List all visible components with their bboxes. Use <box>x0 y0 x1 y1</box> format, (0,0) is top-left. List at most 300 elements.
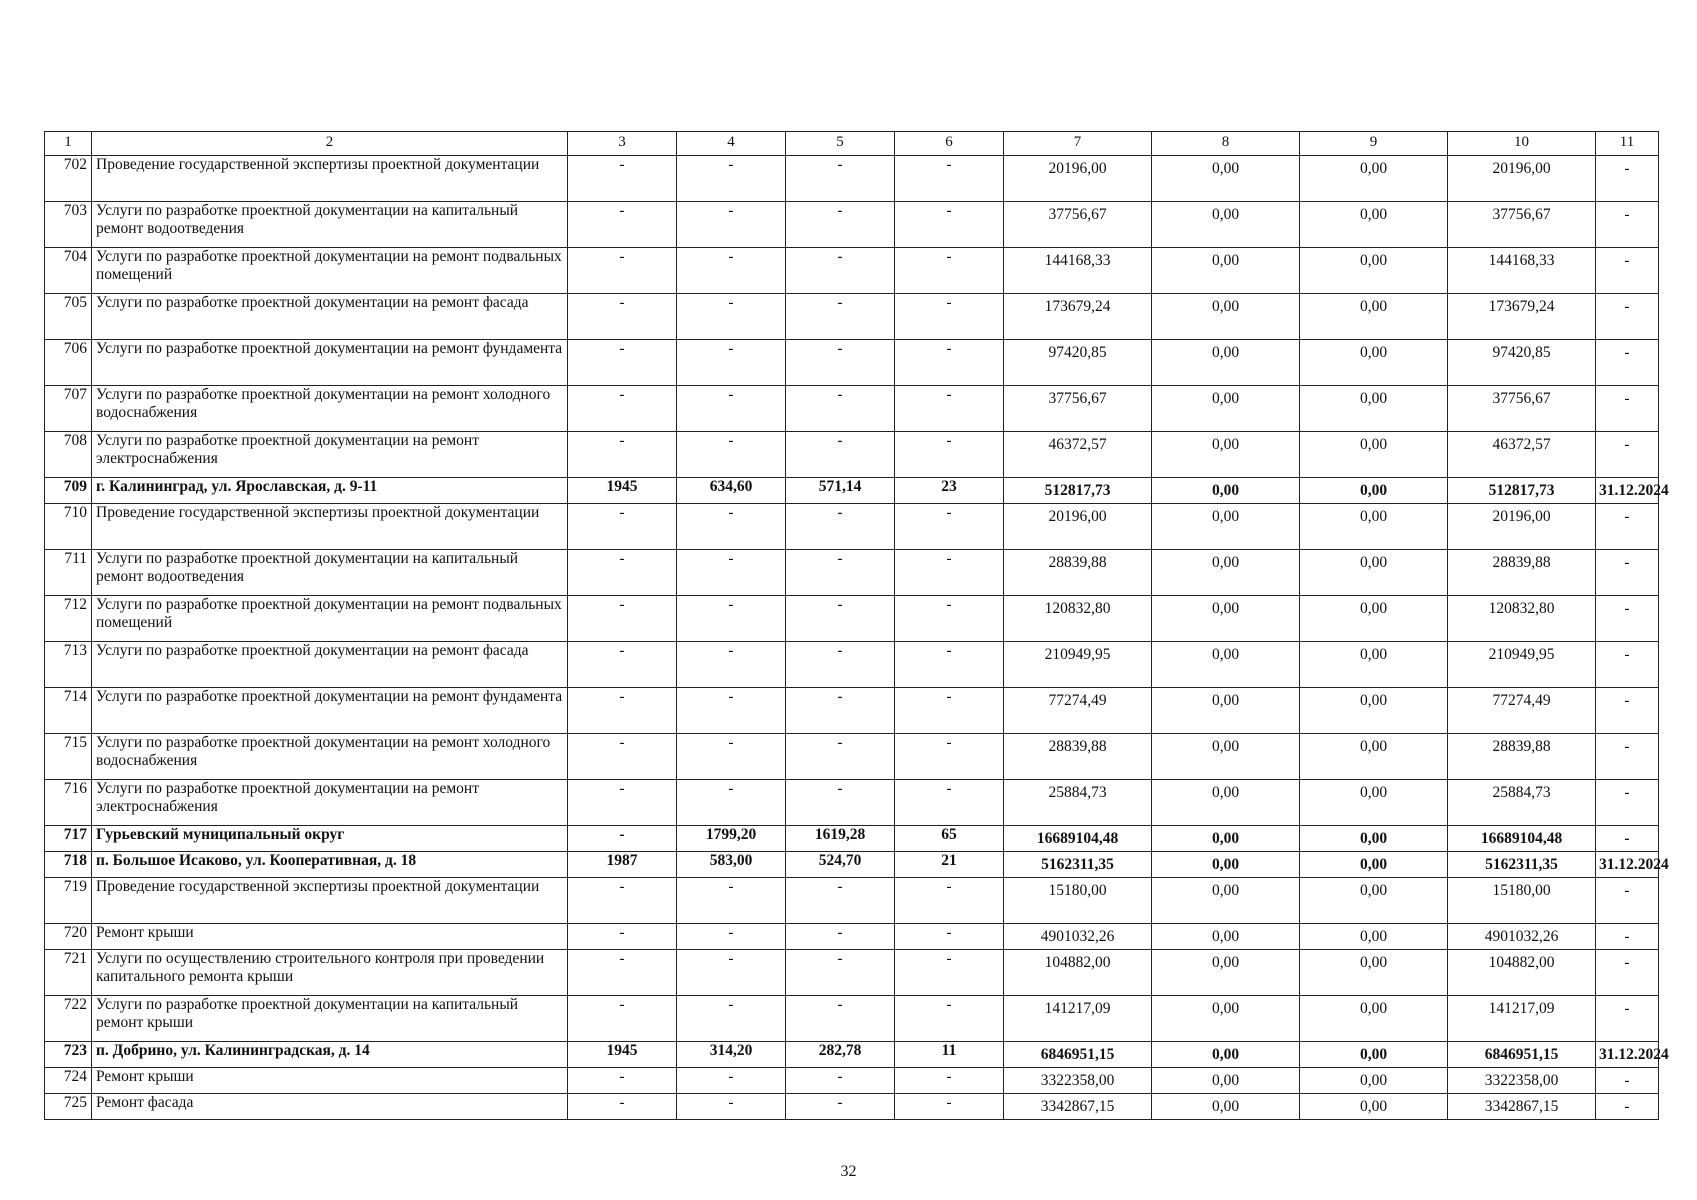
total-cost-cell: 512817,73 <box>1004 478 1152 504</box>
cost-column-9-cell: 0,00 <box>1300 924 1448 950</box>
deadline-cell: 31.12.2024 <box>1596 478 1659 504</box>
row-number-cell: 718 <box>45 852 92 878</box>
cost-column-9-cell: 0,00 <box>1300 688 1448 734</box>
total-area-cell: - <box>677 248 786 294</box>
table-row <box>45 478 1659 504</box>
living-area-cell: - <box>786 1068 895 1094</box>
row-number-cell: 710 <box>45 504 92 550</box>
table-row <box>45 878 1659 924</box>
table-row <box>45 294 1659 340</box>
residents-count-cell: - <box>895 340 1004 386</box>
deadline-cell: - <box>1596 950 1659 996</box>
living-area-cell: 1619,28 <box>786 826 895 852</box>
table-row <box>45 248 1659 294</box>
column-header: 6 <box>895 132 1004 156</box>
living-area-cell: - <box>786 248 895 294</box>
column-number-row <box>45 132 1659 156</box>
table-row <box>45 202 1659 248</box>
cost-column-10-cell: 46372,57 <box>1448 432 1596 478</box>
total-cost-cell: 16689104,48 <box>1004 826 1152 852</box>
year-built-cell: 1987 <box>568 852 677 878</box>
cost-column-9-cell: 0,00 <box>1300 504 1448 550</box>
cost-column-8-cell: 0,00 <box>1152 596 1300 642</box>
row-number-cell: 707 <box>45 386 92 432</box>
total-cost-cell: 141217,09 <box>1004 996 1152 1042</box>
total-cost-cell: 37756,67 <box>1004 202 1152 248</box>
cost-column-9-cell: 0,00 <box>1300 386 1448 432</box>
residents-count-cell: - <box>895 734 1004 780</box>
total-cost-cell: 3322358,00 <box>1004 1068 1152 1094</box>
deadline-cell: - <box>1596 996 1659 1042</box>
item-name-cell: Услуги по разработке проектной документации на ремонт подвальных помещений <box>92 596 568 642</box>
total-area-cell: 583,00 <box>677 852 786 878</box>
total-area-cell: - <box>677 432 786 478</box>
year-built-cell: - <box>568 878 677 924</box>
table-row <box>45 1094 1659 1120</box>
cost-column-10-cell: 15180,00 <box>1448 878 1596 924</box>
total-cost-cell: 6846951,15 <box>1004 1042 1152 1068</box>
total-cost-cell: 4901032,26 <box>1004 924 1152 950</box>
table-row <box>45 432 1659 478</box>
cost-column-10-cell: 37756,67 <box>1448 386 1596 432</box>
row-number-cell: 711 <box>45 550 92 596</box>
living-area-cell: - <box>786 386 895 432</box>
cost-column-9-cell: 0,00 <box>1300 294 1448 340</box>
total-cost-cell: 20196,00 <box>1004 504 1152 550</box>
item-name-cell: Ремонт фасада <box>92 1094 568 1120</box>
cost-column-9-cell: 0,00 <box>1300 1042 1448 1068</box>
cost-column-8-cell: 0,00 <box>1152 248 1300 294</box>
total-area-cell: 314,20 <box>677 1042 786 1068</box>
cost-column-9-cell: 0,00 <box>1300 642 1448 688</box>
total-area-cell: - <box>677 504 786 550</box>
year-built-cell: - <box>568 504 677 550</box>
deadline-cell: - <box>1596 642 1659 688</box>
total-area-cell: - <box>677 202 786 248</box>
total-area-cell: - <box>677 780 786 826</box>
table-row <box>45 340 1659 386</box>
year-built-cell: - <box>568 1094 677 1120</box>
row-number-cell: 715 <box>45 734 92 780</box>
row-number-cell: 719 <box>45 878 92 924</box>
table-row <box>45 550 1659 596</box>
item-name-cell: п. Добрино, ул. Калининградская, д. 14 <box>92 1042 568 1068</box>
residents-count-cell: - <box>895 156 1004 202</box>
cost-column-8-cell: 0,00 <box>1152 780 1300 826</box>
column-header: 3 <box>568 132 677 156</box>
total-cost-cell: 77274,49 <box>1004 688 1152 734</box>
cost-column-8-cell: 0,00 <box>1152 734 1300 780</box>
year-built-cell: - <box>568 826 677 852</box>
total-area-cell: - <box>677 596 786 642</box>
year-built-cell: - <box>568 432 677 478</box>
living-area-cell: - <box>786 688 895 734</box>
cost-column-10-cell: 3322358,00 <box>1448 1068 1596 1094</box>
cost-column-8-cell: 0,00 <box>1152 432 1300 478</box>
year-built-cell: - <box>568 1068 677 1094</box>
cost-column-8-cell: 0,00 <box>1152 996 1300 1042</box>
item-name-cell: Услуги по разработке проектной документации на ремонт фундамента <box>92 688 568 734</box>
cost-column-8-cell: 0,00 <box>1152 642 1300 688</box>
year-built-cell: - <box>568 780 677 826</box>
cost-column-9-cell: 0,00 <box>1300 950 1448 996</box>
column-header: 5 <box>786 132 895 156</box>
item-name-cell: Гурьевский муниципальный округ <box>92 826 568 852</box>
year-built-cell: - <box>568 202 677 248</box>
cost-column-10-cell: 5162311,35 <box>1448 852 1596 878</box>
total-cost-cell: 46372,57 <box>1004 432 1152 478</box>
total-cost-cell: 5162311,35 <box>1004 852 1152 878</box>
living-area-cell: - <box>786 642 895 688</box>
page-number: 32 <box>840 1163 857 1180</box>
cost-column-8-cell: 0,00 <box>1152 852 1300 878</box>
year-built-cell: - <box>568 550 677 596</box>
cost-column-10-cell: 3342867,15 <box>1448 1094 1596 1120</box>
cost-column-9-cell: 0,00 <box>1300 248 1448 294</box>
total-cost-cell: 28839,88 <box>1004 550 1152 596</box>
total-area-cell: - <box>677 642 786 688</box>
cost-column-8-cell: 0,00 <box>1152 1094 1300 1120</box>
column-header: 7 <box>1004 132 1152 156</box>
residents-count-cell: 65 <box>895 826 1004 852</box>
deadline-cell: - <box>1596 1068 1659 1094</box>
cost-column-10-cell: 141217,09 <box>1448 996 1596 1042</box>
cost-column-9-cell: 0,00 <box>1300 550 1448 596</box>
residents-count-cell: - <box>895 294 1004 340</box>
item-name-cell: Услуги по разработке проектной документации на ремонт электроснабжения <box>92 780 568 826</box>
column-header: 8 <box>1152 132 1300 156</box>
deadline-cell: 31.12.2024 <box>1596 1042 1659 1068</box>
item-name-cell: Услуги по разработке проектной документации на ремонт холодного водоснабжения <box>92 386 568 432</box>
year-built-cell: - <box>568 950 677 996</box>
cost-column-10-cell: 16689104,48 <box>1448 826 1596 852</box>
living-area-cell: - <box>786 924 895 950</box>
total-area-cell: - <box>677 688 786 734</box>
deadline-cell: - <box>1596 924 1659 950</box>
item-name-cell: Услуги по разработке проектной документации на капитальный ремонт крыши <box>92 996 568 1042</box>
item-name-cell: Услуги по разработке проектной документации на капитальный ремонт водоотведения <box>92 202 568 248</box>
year-built-cell: - <box>568 924 677 950</box>
item-name-cell: Услуги по разработке проектной документации на ремонт фундамента <box>92 340 568 386</box>
row-number-cell: 712 <box>45 596 92 642</box>
cost-column-10-cell: 144168,33 <box>1448 248 1596 294</box>
total-area-cell: - <box>677 1094 786 1120</box>
column-header: 2 <box>92 132 568 156</box>
residents-count-cell: 21 <box>895 852 1004 878</box>
item-name-cell: Ремонт крыши <box>92 924 568 950</box>
table-row <box>45 1068 1659 1094</box>
residents-count-cell: 23 <box>895 478 1004 504</box>
residents-count-cell: - <box>895 642 1004 688</box>
table-row <box>45 688 1659 734</box>
living-area-cell: - <box>786 432 895 478</box>
table-row <box>45 642 1659 688</box>
cost-column-10-cell: 37756,67 <box>1448 202 1596 248</box>
table-row <box>45 950 1659 996</box>
row-number-cell: 709 <box>45 478 92 504</box>
cost-column-9-cell: 0,00 <box>1300 734 1448 780</box>
year-built-cell: - <box>568 386 677 432</box>
cost-column-10-cell: 210949,95 <box>1448 642 1596 688</box>
year-built-cell: - <box>568 294 677 340</box>
cost-column-8-cell: 0,00 <box>1152 878 1300 924</box>
living-area-cell: 571,14 <box>786 478 895 504</box>
item-name-cell: Услуги по разработке проектной документации на ремонт холодного водоснабжения <box>92 734 568 780</box>
deadline-cell: - <box>1596 504 1659 550</box>
table-row <box>45 156 1659 202</box>
row-number-cell: 722 <box>45 996 92 1042</box>
row-number-cell: 714 <box>45 688 92 734</box>
residents-count-cell: - <box>895 504 1004 550</box>
total-area-cell: - <box>677 386 786 432</box>
year-built-cell: - <box>568 642 677 688</box>
column-header: 9 <box>1300 132 1448 156</box>
deadline-cell: - <box>1596 248 1659 294</box>
deadline-cell: - <box>1596 734 1659 780</box>
total-area-cell: - <box>677 996 786 1042</box>
item-name-cell: Услуги по разработке проектной документации на ремонт фасада <box>92 294 568 340</box>
item-name-cell: Проведение государственной экспертизы проектной документации <box>92 878 568 924</box>
residents-count-cell: - <box>895 550 1004 596</box>
living-area-cell: - <box>786 950 895 996</box>
total-cost-cell: 97420,85 <box>1004 340 1152 386</box>
total-cost-cell: 28839,88 <box>1004 734 1152 780</box>
cost-column-9-cell: 0,00 <box>1300 596 1448 642</box>
cost-column-8-cell: 0,00 <box>1152 202 1300 248</box>
cost-column-9-cell: 0,00 <box>1300 878 1448 924</box>
total-area-cell: - <box>677 156 786 202</box>
row-number-cell: 724 <box>45 1068 92 1094</box>
deadline-cell: - <box>1596 202 1659 248</box>
total-area-cell: - <box>677 950 786 996</box>
deadline-cell: - <box>1596 596 1659 642</box>
cost-column-10-cell: 20196,00 <box>1448 504 1596 550</box>
cost-column-10-cell: 104882,00 <box>1448 950 1596 996</box>
deadline-cell: - <box>1596 1094 1659 1120</box>
table-row <box>45 386 1659 432</box>
row-number-cell: 720 <box>45 924 92 950</box>
living-area-cell: - <box>786 340 895 386</box>
residents-count-cell: - <box>895 924 1004 950</box>
repair-register-table <box>44 131 1669 1120</box>
living-area-cell: - <box>786 294 895 340</box>
total-cost-cell: 3342867,15 <box>1004 1094 1152 1120</box>
total-cost-cell: 104882,00 <box>1004 950 1152 996</box>
row-number-cell: 723 <box>45 1042 92 1068</box>
year-built-cell: - <box>568 996 677 1042</box>
item-name-cell: Услуги по разработке проектной документации на ремонт подвальных помещений <box>92 248 568 294</box>
living-area-cell: - <box>786 734 895 780</box>
year-built-cell: - <box>568 156 677 202</box>
column-header: 1 <box>45 132 92 156</box>
cost-column-8-cell: 0,00 <box>1152 504 1300 550</box>
cost-column-9-cell: 0,00 <box>1300 432 1448 478</box>
total-cost-cell: 20196,00 <box>1004 156 1152 202</box>
residents-count-cell: - <box>895 1094 1004 1120</box>
cost-column-10-cell: 20196,00 <box>1448 156 1596 202</box>
cost-column-10-cell: 28839,88 <box>1448 734 1596 780</box>
total-area-cell: - <box>677 1068 786 1094</box>
table-row <box>45 924 1659 950</box>
deadline-cell: - <box>1596 826 1659 852</box>
row-number-cell: 725 <box>45 1094 92 1120</box>
row-number-cell: 705 <box>45 294 92 340</box>
total-cost-cell: 37756,67 <box>1004 386 1152 432</box>
item-name-cell: Проведение государственной экспертизы проектной документации <box>92 504 568 550</box>
residents-count-cell: - <box>895 950 1004 996</box>
row-number-cell: 716 <box>45 780 92 826</box>
deadline-cell: - <box>1596 156 1659 202</box>
deadline-cell: - <box>1596 340 1659 386</box>
deadline-cell: 31.12.2024 <box>1596 852 1659 878</box>
total-area-cell: - <box>677 340 786 386</box>
year-built-cell: - <box>568 340 677 386</box>
cost-column-9-cell: 0,00 <box>1300 780 1448 826</box>
cost-column-9-cell: 0,00 <box>1300 156 1448 202</box>
total-cost-cell: 144168,33 <box>1004 248 1152 294</box>
table-row <box>45 852 1659 878</box>
table-row <box>45 596 1659 642</box>
living-area-cell: - <box>786 1094 895 1120</box>
total-cost-cell: 173679,24 <box>1004 294 1152 340</box>
cost-column-10-cell: 97420,85 <box>1448 340 1596 386</box>
living-area-cell: 282,78 <box>786 1042 895 1068</box>
cost-column-9-cell: 0,00 <box>1300 202 1448 248</box>
cost-column-9-cell: 0,00 <box>1300 1068 1448 1094</box>
cost-column-8-cell: 0,00 <box>1152 826 1300 852</box>
table-row <box>45 996 1659 1042</box>
cost-column-10-cell: 6846951,15 <box>1448 1042 1596 1068</box>
item-name-cell: Услуги по разработке проектной документации на ремонт электроснабжения <box>92 432 568 478</box>
total-cost-cell: 210949,95 <box>1004 642 1152 688</box>
cost-column-10-cell: 120832,80 <box>1448 596 1596 642</box>
deadline-cell: - <box>1596 780 1659 826</box>
cost-column-9-cell: 0,00 <box>1300 1094 1448 1120</box>
item-name-cell: г. Калининград, ул. Ярославская, д. 9-11 <box>92 478 568 504</box>
cost-column-10-cell: 173679,24 <box>1448 294 1596 340</box>
row-number-cell: 703 <box>45 202 92 248</box>
total-area-cell: - <box>677 550 786 596</box>
residents-count-cell: - <box>895 878 1004 924</box>
total-area-cell: - <box>677 878 786 924</box>
deadline-cell: - <box>1596 878 1659 924</box>
row-number-cell: 721 <box>45 950 92 996</box>
living-area-cell: - <box>786 780 895 826</box>
cost-column-8-cell: 0,00 <box>1152 478 1300 504</box>
row-number-cell: 706 <box>45 340 92 386</box>
cost-column-10-cell: 25884,73 <box>1448 780 1596 826</box>
total-cost-cell: 120832,80 <box>1004 596 1152 642</box>
living-area-cell: - <box>786 202 895 248</box>
cost-column-8-cell: 0,00 <box>1152 340 1300 386</box>
deadline-cell: - <box>1596 688 1659 734</box>
deadline-cell: - <box>1596 294 1659 340</box>
row-number-cell: 713 <box>45 642 92 688</box>
cost-column-8-cell: 0,00 <box>1152 924 1300 950</box>
total-area-cell: 1799,20 <box>677 826 786 852</box>
total-cost-cell: 15180,00 <box>1004 878 1152 924</box>
table-row <box>45 826 1659 852</box>
row-number-cell: 708 <box>45 432 92 478</box>
cost-column-8-cell: 0,00 <box>1152 1042 1300 1068</box>
residents-count-cell: - <box>895 1068 1004 1094</box>
residents-count-cell: - <box>895 386 1004 432</box>
item-name-cell: Ремонт крыши <box>92 1068 568 1094</box>
cost-column-10-cell: 28839,88 <box>1448 550 1596 596</box>
cost-column-9-cell: 0,00 <box>1300 852 1448 878</box>
total-area-cell: - <box>677 924 786 950</box>
column-header: 10 <box>1448 132 1596 156</box>
cost-column-8-cell: 0,00 <box>1152 688 1300 734</box>
cost-column-9-cell: 0,00 <box>1300 826 1448 852</box>
register-sheet <box>44 131 1669 1120</box>
cost-column-9-cell: 0,00 <box>1300 340 1448 386</box>
table-row <box>45 504 1659 550</box>
residents-count-cell: - <box>895 996 1004 1042</box>
living-area-cell: - <box>786 996 895 1042</box>
residents-count-cell: - <box>895 596 1004 642</box>
year-built-cell: 1945 <box>568 478 677 504</box>
deadline-cell: - <box>1596 550 1659 596</box>
item-name-cell: Проведение государственной экспертизы проектной документации <box>92 156 568 202</box>
deadline-cell: - <box>1596 432 1659 478</box>
column-header: 4 <box>677 132 786 156</box>
column-header: 11 <box>1596 132 1659 156</box>
living-area-cell: - <box>786 596 895 642</box>
total-area-cell: - <box>677 294 786 340</box>
living-area-cell: - <box>786 504 895 550</box>
row-number-cell: 717 <box>45 826 92 852</box>
cost-column-10-cell: 77274,49 <box>1448 688 1596 734</box>
year-built-cell: - <box>568 688 677 734</box>
total-cost-cell: 25884,73 <box>1004 780 1152 826</box>
residents-count-cell: - <box>895 780 1004 826</box>
total-area-cell: 634,60 <box>677 478 786 504</box>
table-row <box>45 734 1659 780</box>
total-area-cell: - <box>677 734 786 780</box>
item-name-cell: Услуги по разработке проектной документации на капитальный ремонт водоотведения <box>92 550 568 596</box>
cost-column-9-cell: 0,00 <box>1300 478 1448 504</box>
cost-column-8-cell: 0,00 <box>1152 156 1300 202</box>
cost-column-8-cell: 0,00 <box>1152 950 1300 996</box>
living-area-cell: - <box>786 156 895 202</box>
cost-column-10-cell: 512817,73 <box>1448 478 1596 504</box>
residents-count-cell: - <box>895 432 1004 478</box>
cost-column-8-cell: 0,00 <box>1152 550 1300 596</box>
year-built-cell: - <box>568 734 677 780</box>
living-area-cell: 524,70 <box>786 852 895 878</box>
deadline-cell: - <box>1596 386 1659 432</box>
table-row <box>45 1042 1659 1068</box>
cost-column-8-cell: 0,00 <box>1152 386 1300 432</box>
cost-column-10-cell: 4901032,26 <box>1448 924 1596 950</box>
living-area-cell: - <box>786 550 895 596</box>
table-row <box>45 780 1659 826</box>
living-area-cell: - <box>786 878 895 924</box>
row-number-cell: 704 <box>45 248 92 294</box>
residents-count-cell: 11 <box>895 1042 1004 1068</box>
item-name-cell: п. Большое Исаково, ул. Кооперативная, д. 18 <box>92 852 568 878</box>
cost-column-8-cell: 0,00 <box>1152 294 1300 340</box>
item-name-cell: Услуги по разработке проектной документации на ремонт фасада <box>92 642 568 688</box>
residents-count-cell: - <box>895 202 1004 248</box>
year-built-cell: - <box>568 248 677 294</box>
year-built-cell: 1945 <box>568 1042 677 1068</box>
year-built-cell: - <box>568 596 677 642</box>
residents-count-cell: - <box>895 688 1004 734</box>
row-number-cell: 702 <box>45 156 92 202</box>
cost-column-9-cell: 0,00 <box>1300 996 1448 1042</box>
